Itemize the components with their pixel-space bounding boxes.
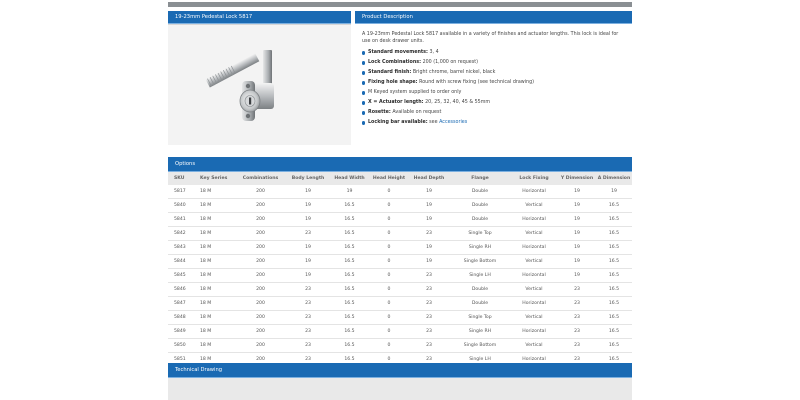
- table-cell: 23: [408, 339, 450, 353]
- table-cell: Horizontal: [510, 241, 558, 255]
- table-cell: 5845: [168, 269, 194, 283]
- table-cell: 19: [558, 185, 596, 199]
- table-cell: Double: [450, 185, 510, 199]
- table-cell: 19: [408, 255, 450, 269]
- table-cell: 16.5: [329, 325, 370, 339]
- table-cell: Double: [450, 283, 510, 297]
- spec-item: Standard finish: Bright chrome, barrel nickel, black: [362, 68, 625, 78]
- table-cell: 23: [287, 325, 329, 339]
- column-header: Head Width: [329, 172, 370, 185]
- product-image-panel: [168, 11, 351, 144]
- table-cell: 5840: [168, 199, 194, 213]
- table-cell: 19: [287, 255, 329, 269]
- table-cell: 19: [287, 213, 329, 227]
- table-cell: Horizontal: [510, 185, 558, 199]
- table-cell: Double: [450, 213, 510, 227]
- spec-item: Standard movements: 3, 4: [362, 48, 625, 58]
- table-cell: 200: [234, 255, 287, 269]
- technical-drawing-title[interactable]: Technical Drawing: [168, 363, 632, 378]
- table-cell: Single LH: [450, 269, 510, 283]
- table-cell: 5847: [168, 297, 194, 311]
- column-header: Flange: [450, 172, 510, 185]
- table-cell: 19: [558, 269, 596, 283]
- spec-item: Lock Combinations: 200 (1,000 on request): [362, 58, 625, 68]
- table-cell: 19: [558, 227, 596, 241]
- table-cell: 16.5: [329, 311, 370, 325]
- spec-item: Locking bar available: see Accessories: [362, 118, 625, 128]
- table-cell: 19: [287, 269, 329, 283]
- table-cell: 0: [370, 283, 408, 297]
- table-cell: 0: [370, 185, 408, 199]
- table-cell: 16.5: [596, 325, 632, 339]
- table-cell: 23: [287, 227, 329, 241]
- column-header: Y Dimension: [558, 172, 596, 185]
- pedestal-lock-image: [168, 25, 351, 145]
- table-cell: 23: [287, 297, 329, 311]
- table-cell: 16.5: [329, 227, 370, 241]
- table-cell: 18 M: [194, 269, 234, 283]
- table-cell: 23: [558, 297, 596, 311]
- table-cell: 0: [370, 241, 408, 255]
- table-cell: 18 M: [194, 283, 234, 297]
- table-cell: 23: [558, 325, 596, 339]
- table-cell: Horizontal: [510, 213, 558, 227]
- options-table: [168, 172, 632, 367]
- table-header-row: [168, 172, 632, 185]
- table-cell: 16.5: [329, 269, 370, 283]
- table-cell: 18 M: [194, 297, 234, 311]
- table-cell: 18 M: [194, 255, 234, 269]
- table-cell: 200: [234, 353, 287, 367]
- table-cell: Horizontal: [510, 353, 558, 367]
- table-cell: 200: [234, 185, 287, 199]
- table-cell: 23: [408, 269, 450, 283]
- table-cell: 0: [370, 297, 408, 311]
- table-cell: 23: [558, 283, 596, 297]
- table-cell: 200: [234, 227, 287, 241]
- table-cell: 200: [234, 339, 287, 353]
- table-cell: 18 M: [194, 241, 234, 255]
- spec-item: M Keyed system supplied to order only: [362, 88, 625, 98]
- table-cell: 5844: [168, 255, 194, 269]
- table-row[interactable]: [168, 241, 632, 255]
- table-cell: Vertical: [510, 255, 558, 269]
- table-row[interactable]: [168, 269, 632, 283]
- table-cell: 23: [558, 353, 596, 367]
- options-title: Options: [168, 157, 632, 172]
- table-cell: 0: [370, 213, 408, 227]
- table-cell: 19: [287, 199, 329, 213]
- table-cell: 5843: [168, 241, 194, 255]
- table-cell: 200: [234, 269, 287, 283]
- top-bar: [168, 2, 632, 7]
- column-header: Head Height: [370, 172, 408, 185]
- table-cell: 16.5: [596, 269, 632, 283]
- table-cell: Vertical: [510, 311, 558, 325]
- table-cell: 200: [234, 283, 287, 297]
- technical-drawing-body: [168, 378, 632, 400]
- table-cell: 23: [287, 311, 329, 325]
- table-cell: 16.5: [329, 283, 370, 297]
- table-row[interactable]: [168, 311, 632, 325]
- table-cell: 16.5: [329, 241, 370, 255]
- column-header: A Dimension: [596, 172, 632, 185]
- table-cell: 19: [408, 199, 450, 213]
- table-row[interactable]: [168, 283, 632, 297]
- technical-drawing-panel: [168, 363, 632, 400]
- table-cell: 16.5: [596, 283, 632, 297]
- table-cell: 16.5: [329, 297, 370, 311]
- table-cell: 200: [234, 297, 287, 311]
- options-panel: [168, 157, 632, 360]
- table-row[interactable]: [168, 325, 632, 339]
- product-image[interactable]: [168, 24, 351, 145]
- table-cell: 5850: [168, 339, 194, 353]
- spec-item: X = Actuator length: 20, 25, 32, 40, 45 & 55mm: [362, 98, 625, 108]
- table-cell: 19: [287, 241, 329, 255]
- table-cell: Single LH: [450, 353, 510, 367]
- table-cell: Single RH: [450, 241, 510, 255]
- table-cell: Single Bottom: [450, 255, 510, 269]
- spec-item: Fixing hole shape: Round with screw fixing (see technical drawing): [362, 78, 625, 88]
- table-cell: 18 M: [194, 227, 234, 241]
- column-header: Key Series: [194, 172, 234, 185]
- table-cell: 16.5: [596, 297, 632, 311]
- table-cell: 16.5: [596, 339, 632, 353]
- table-cell: 200: [234, 241, 287, 255]
- table-cell: 18 M: [194, 325, 234, 339]
- table-cell: 18 M: [194, 185, 234, 199]
- product-panel-title: 19-23mm Pedestal Lock 5817: [168, 11, 351, 24]
- column-header: Lock Fixing: [510, 172, 558, 185]
- table-cell: Single Top: [450, 311, 510, 325]
- table-cell: 200: [234, 199, 287, 213]
- spec-list: [362, 48, 625, 128]
- table-cell: Horizontal: [510, 269, 558, 283]
- table-cell: 23: [408, 311, 450, 325]
- table-cell: 16.5: [596, 255, 632, 269]
- table-cell: 16.5: [329, 339, 370, 353]
- table-cell: 5846: [168, 283, 194, 297]
- table-cell: 16.5: [596, 311, 632, 325]
- table-cell: Single Bottom: [450, 339, 510, 353]
- table-row[interactable]: [168, 297, 632, 311]
- table-cell: 5848: [168, 311, 194, 325]
- table-cell: 19: [408, 241, 450, 255]
- table-cell: 16.5: [329, 255, 370, 269]
- table-cell: 19: [558, 255, 596, 269]
- table-cell: 0: [370, 339, 408, 353]
- table-cell: 18 M: [194, 199, 234, 213]
- table-cell: 18 M: [194, 311, 234, 325]
- column-header: Body Length: [287, 172, 329, 185]
- product-description-panel: [355, 11, 632, 144]
- spec-item: Rosette: Available on request: [362, 108, 625, 118]
- column-header: Head Depth: [408, 172, 450, 185]
- table-cell: 23: [408, 297, 450, 311]
- table-cell: 19: [287, 185, 329, 199]
- table-cell: 0: [370, 199, 408, 213]
- table-cell: 16.5: [329, 199, 370, 213]
- table-cell: 23: [558, 339, 596, 353]
- column-header: Combinations: [234, 172, 287, 185]
- table-cell: 18 M: [194, 353, 234, 367]
- table-cell: 0: [370, 255, 408, 269]
- table-cell: 23: [408, 227, 450, 241]
- table-cell: 200: [234, 213, 287, 227]
- table-cell: 200: [234, 311, 287, 325]
- table-cell: 18 M: [194, 339, 234, 353]
- table-cell: Vertical: [510, 199, 558, 213]
- table-cell: Horizontal: [510, 297, 558, 311]
- table-row[interactable]: [168, 339, 632, 353]
- table-cell: 16.5: [596, 213, 632, 227]
- table-row[interactable]: [168, 185, 632, 199]
- table-row[interactable]: [168, 213, 632, 227]
- table-cell: 19: [558, 213, 596, 227]
- table-cell: 23: [558, 311, 596, 325]
- column-header: SKU: [168, 172, 194, 185]
- table-cell: 0: [370, 227, 408, 241]
- table-row[interactable]: [168, 199, 632, 213]
- table-cell: 0: [370, 325, 408, 339]
- table-cell: 18 M: [194, 213, 234, 227]
- table-cell: Double: [450, 199, 510, 213]
- table-cell: 16.5: [329, 213, 370, 227]
- table-cell: Single RH: [450, 325, 510, 339]
- table-cell: Single Top: [450, 227, 510, 241]
- table-cell: 19: [558, 241, 596, 255]
- table-cell: 19: [329, 185, 370, 199]
- table-cell: 23: [408, 283, 450, 297]
- table-cell: 23: [287, 339, 329, 353]
- table-cell: 16.5: [596, 241, 632, 255]
- table-cell: 200: [234, 325, 287, 339]
- table-cell: 16.5: [596, 199, 632, 213]
- table-cell: 19: [596, 185, 632, 199]
- table-cell: 5849: [168, 325, 194, 339]
- table-row[interactable]: [168, 255, 632, 269]
- table-cell: 5851: [168, 353, 194, 367]
- table-cell: Horizontal: [510, 325, 558, 339]
- table-cell: Vertical: [510, 227, 558, 241]
- table-cell: 5841: [168, 213, 194, 227]
- table-cell: 23: [287, 353, 329, 367]
- table-cell: Vertical: [510, 283, 558, 297]
- table-cell: 0: [370, 269, 408, 283]
- table-cell: 16.5: [596, 353, 632, 367]
- table-cell: 19: [558, 199, 596, 213]
- table-cell: 5842: [168, 227, 194, 241]
- table-cell: 19: [408, 213, 450, 227]
- description-intro: A 19-23mm Pedestal Lock 5817 available in a variety of finishes and actuator lengths. This lock is ideal for use on desk drawer units.: [362, 32, 619, 44]
- table-cell: 23: [408, 353, 450, 367]
- table-cell: 0: [370, 311, 408, 325]
- table-cell: 5817: [168, 185, 194, 199]
- accessories-link[interactable]: Accessories: [439, 120, 468, 126]
- table-cell: 23: [408, 325, 450, 339]
- table-cell: 16.5: [329, 353, 370, 367]
- table-cell: 19: [408, 185, 450, 199]
- table-cell: 23: [287, 283, 329, 297]
- table-cell: 16.5: [596, 227, 632, 241]
- table-cell: Double: [450, 297, 510, 311]
- description-title: Product Description: [355, 11, 632, 24]
- table-cell: Vertical: [510, 339, 558, 353]
- table-row[interactable]: [168, 227, 632, 241]
- table-cell: 0: [370, 353, 408, 367]
